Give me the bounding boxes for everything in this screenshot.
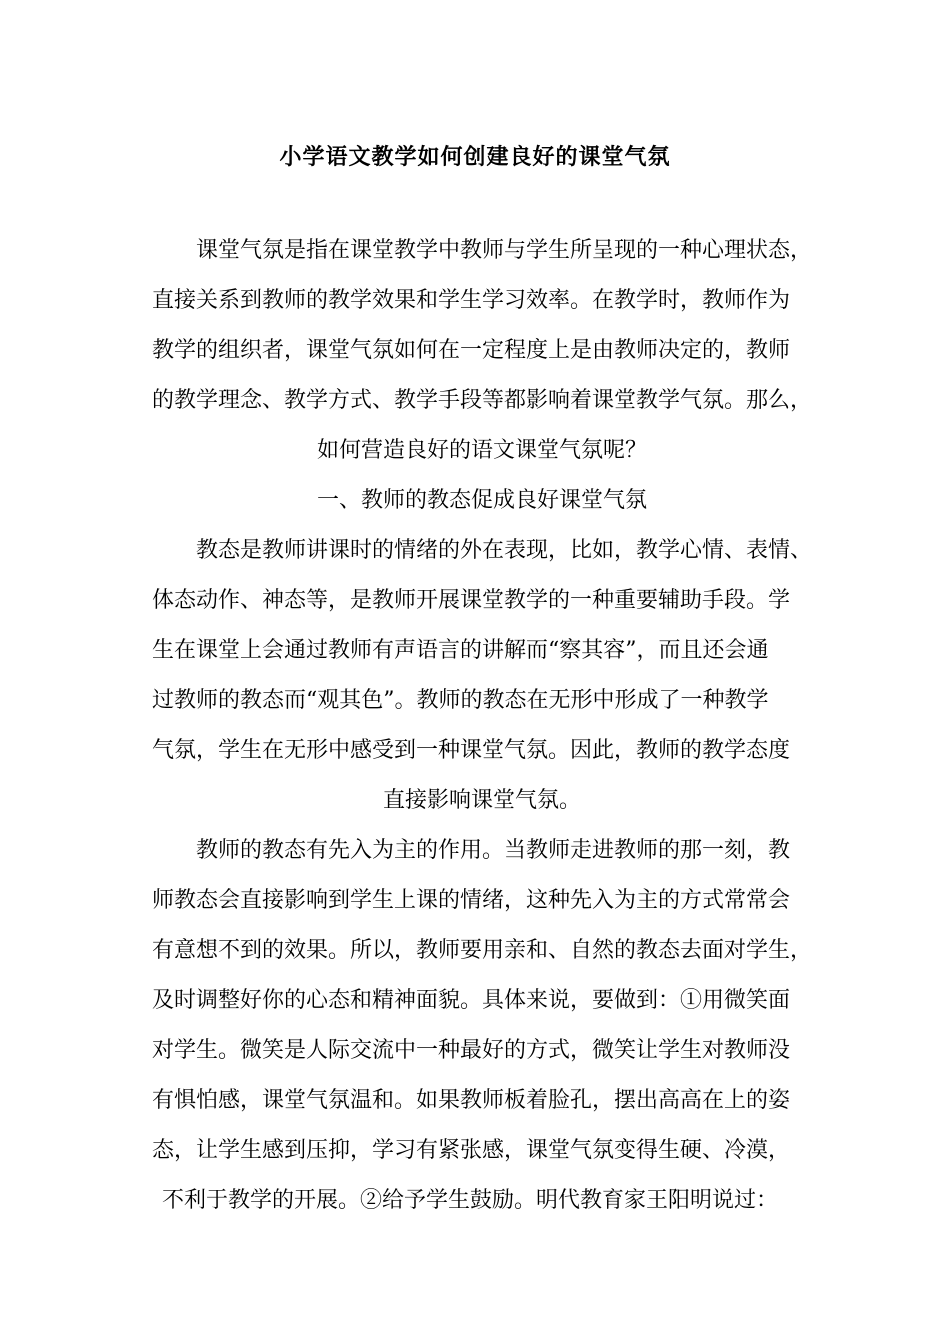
text-line: 有惧怕感，课堂气氛温和。如果教师板着脸孔，摆出高高在上的姿: [152, 1088, 791, 1113]
text-line: 直接关系到教师的教学效果和学生学习效率。在教学时，教师作为: [152, 288, 791, 313]
text-line: 生在课堂上会通过教师有声语言的讲解而“察其容”，而且还会通: [152, 638, 769, 663]
text-line: 不利于教学的开展。②给予学生鼓励。明代教育家王阳明说过：: [162, 1188, 779, 1213]
text-line: 体态动作、神态等，是教师开展课堂教学的一种重要辅助手段。学: [152, 588, 791, 613]
text-line: 气氛，学生在无形中感受到一种课堂气氛。因此，教师的教学态度: [152, 738, 791, 763]
text-line: 师教态会直接影响到学生上课的情绪，这种先入为主的方式常常会: [152, 888, 791, 913]
document-title: 小学语文教学如何创建良好的课堂气氛: [279, 144, 671, 170]
text-line: 课堂气氛是指在课堂教学中教师与学生所呈现的一种心理状态，: [196, 238, 813, 263]
text-line: 及时调整好你的心态和精神面貌。具体来说，要做到：①用微笑面: [152, 988, 791, 1013]
text-line: 教学的组织者，课堂气氛如何在一定程度上是由教师决定的，教师: [152, 338, 791, 363]
paragraph-first-impression: [152, 826, 812, 1226]
text-line: 如何营造良好的语文课堂气氛呢？: [316, 438, 647, 463]
text-line: 教师的教态有先入为主的作用。当教师走进教师的那一刻，教: [196, 838, 791, 863]
text-line: 教态是教师讲课时的情绪的外在表现，比如，教学心情、表情、: [196, 538, 813, 563]
paragraph-teaching-demeanor: [152, 526, 812, 826]
paragraph-intro: [152, 226, 812, 476]
text-line: 态，让学生感到压抑，学习有紧张感，课堂气氛变得生硬、冷漠，: [152, 1138, 791, 1163]
text-line: 有意想不到的效果。所以，教师要用亲和、自然的教态去面对学生，: [152, 938, 813, 963]
section-heading-1: 一、教师的教态促成良好课堂气氛: [316, 488, 647, 513]
text-line: 过教师的教态而“观其色”。教师的教态在无形中形成了一种教学: [152, 688, 769, 713]
text-line: 直接影响课堂气氛。: [382, 788, 581, 813]
text-line: 对学生。微笑是人际交流中一种最好的方式，微笑让学生对教师没: [152, 1038, 791, 1063]
text-line: 的教学理念、教学方式、教学手段等都影响着课堂教学气氛。那么，: [152, 388, 813, 413]
